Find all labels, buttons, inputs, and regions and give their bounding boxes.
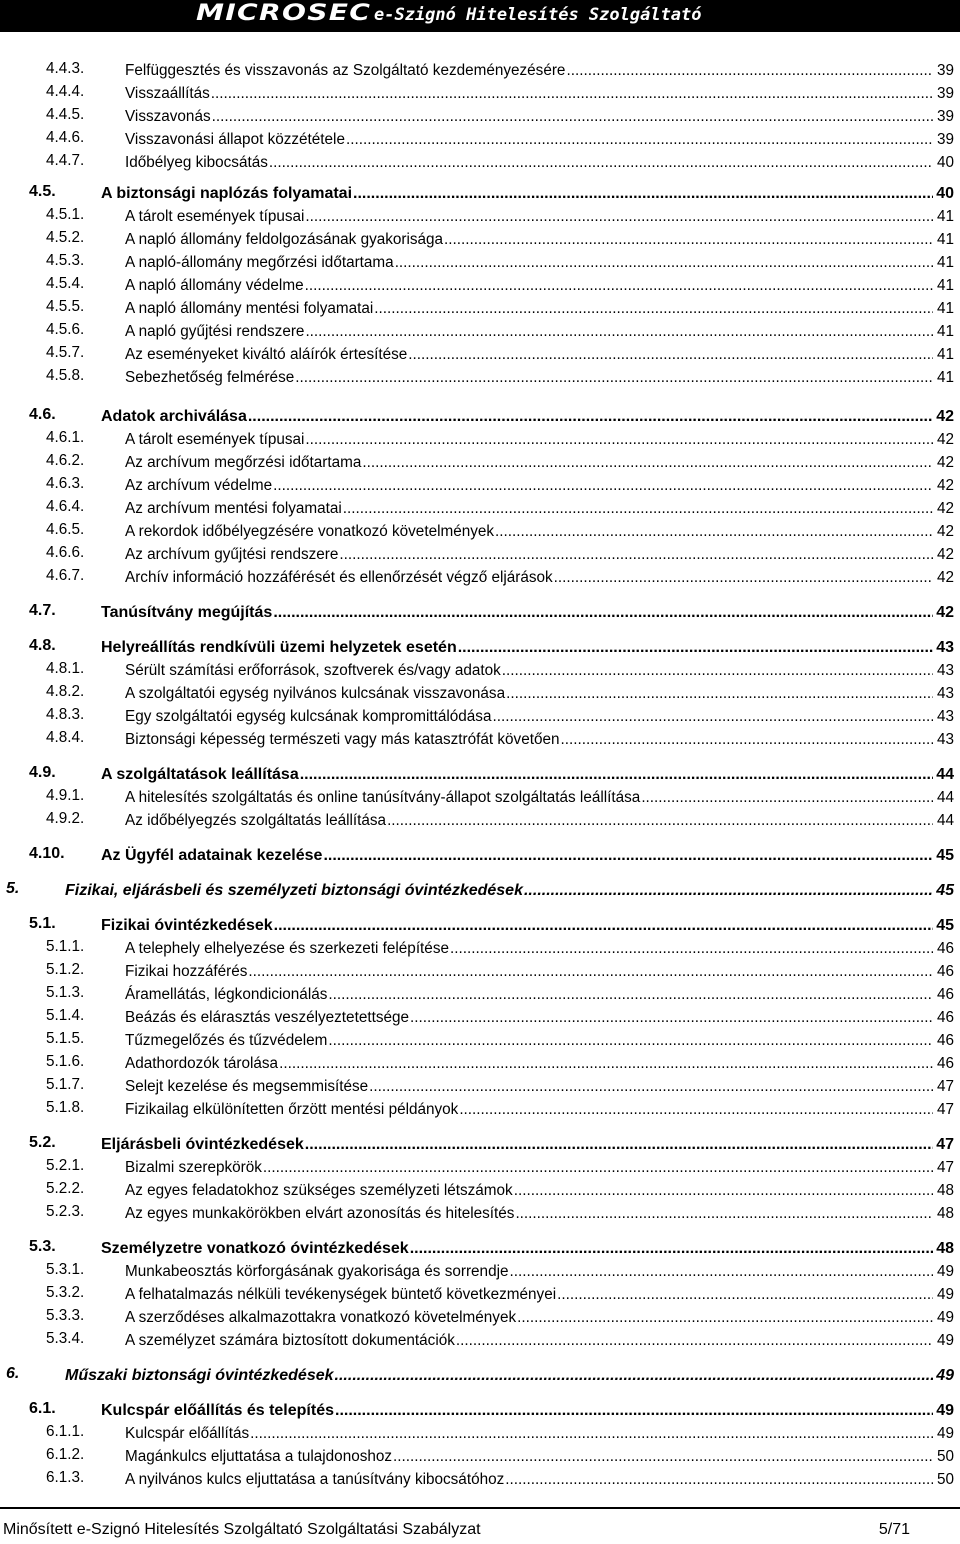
- toc-dot-leader: [554, 569, 933, 587]
- toc-entry[interactable]: [46, 1282, 954, 1304]
- toc-dot-leader: [408, 346, 933, 364]
- toc-entry-title: A telephely elhelyezése és szerkezeti felépítése: [125, 940, 449, 957]
- toc-entry-number: 5.3.3.: [46, 1307, 85, 1324]
- toc-entry[interactable]: [46, 150, 954, 172]
- toc-dot-leader: [458, 639, 933, 657]
- toc-dot-leader: [517, 1309, 933, 1327]
- toc-entry-page: 45: [936, 917, 954, 934]
- toc-entry[interactable]: [29, 1236, 954, 1258]
- toc-entry[interactable]: [29, 913, 954, 935]
- toc-entry-number: 5.3.1.: [46, 1261, 85, 1278]
- toc-entry-number: 5.1.1.: [46, 938, 85, 955]
- toc-entry-number: 4.8.1.: [46, 660, 85, 677]
- toc-entry-number: 5.1.6.: [46, 1053, 85, 1070]
- toc-entry[interactable]: [46, 342, 954, 364]
- toc-entry-title: Az időbélyegzés szolgáltatás leállítása: [125, 812, 387, 829]
- toc-dot-leader: [641, 789, 933, 807]
- toc-entry-page: 49: [936, 1425, 954, 1442]
- toc-entry[interactable]: [46, 250, 954, 272]
- toc-entry-number: 6.1.: [29, 1400, 56, 1417]
- toc-entry-title: A rekordok időbélyegzésére vonatkozó követelmények: [125, 523, 495, 540]
- toc-entry-number: 5.: [6, 880, 20, 897]
- toc-entry-number: 4.4.7.: [46, 152, 85, 169]
- toc-entry-title: A napló állomány feldolgozásának gyakorisága: [125, 231, 444, 248]
- toc-dot-leader: [346, 131, 933, 149]
- toc-dot-leader: [557, 1286, 933, 1304]
- toc-entry[interactable]: [29, 1398, 954, 1420]
- header-tagline: e-Szignó Hitelesítés Szolgáltató: [374, 5, 702, 25]
- toc-entry[interactable]: [46, 1074, 954, 1096]
- toc-dot-leader: [410, 1240, 933, 1258]
- toc-entry-page: 40: [936, 154, 954, 171]
- toc-entry-number: 4.5.: [29, 183, 56, 200]
- toc-dot-leader: [450, 940, 933, 958]
- microsec-logo: MICROSEC: [196, 1, 372, 26]
- toc-entry-page: 49: [936, 1402, 954, 1419]
- toc-entry-title: Műszaki biztonsági óvintézkedések: [65, 1367, 334, 1384]
- toc-entry[interactable]: [29, 1132, 954, 1154]
- toc-entry[interactable]: [46, 1097, 954, 1119]
- toc-entry-page: 41: [936, 231, 954, 248]
- toc-entry[interactable]: [46, 808, 954, 830]
- toc-entry-number: 4.5.3.: [46, 252, 85, 269]
- toc-entry-title: Sebezhetőség felmérése: [125, 369, 295, 386]
- toc-dot-leader: [335, 1367, 933, 1385]
- toc-entry-title: A felhatalmazás nélküli tevékenységek büntető következményei: [125, 1286, 557, 1303]
- toc-dot-leader: [305, 277, 933, 295]
- toc-dot-leader: [305, 1136, 933, 1154]
- toc-entry-title: A napló gyűjtési rendszere: [125, 323, 305, 340]
- toc-entry[interactable]: [46, 1201, 954, 1223]
- toc-entry[interactable]: [46, 982, 954, 1004]
- toc-entry-number: 6.: [6, 1365, 20, 1382]
- toc-entry-number: 4.9.: [29, 764, 56, 781]
- toc-entry-page: 39: [936, 131, 954, 148]
- toc-dot-leader: [492, 708, 933, 726]
- toc-dot-leader: [456, 1332, 933, 1350]
- toc-entry[interactable]: [6, 878, 954, 900]
- toc-dot-leader: [514, 1182, 933, 1200]
- footer-document-title: Minősített e-Szignó Hitelesítés Szolgáltató Szolgáltatási Szabályzat: [3, 1521, 481, 1538]
- footer-divider: [0, 1507, 960, 1509]
- toc-dot-leader: [263, 1159, 933, 1177]
- toc-entry[interactable]: [46, 658, 954, 680]
- toc-entry-title: Magánkulcs eljuttatása a tulajdonoshoz: [125, 1448, 393, 1465]
- toc-dot-leader: [353, 185, 933, 203]
- toc-dot-leader: [274, 917, 933, 935]
- toc-entry-page: 46: [936, 963, 954, 980]
- toc-entry-number: 5.2.2.: [46, 1180, 85, 1197]
- toc-entry[interactable]: [29, 843, 954, 865]
- toc-entry-page: 43: [936, 685, 954, 702]
- toc-entry-number: 4.8.4.: [46, 729, 85, 746]
- toc-entry[interactable]: [46, 81, 954, 103]
- toc-entry-number: 4.8.3.: [46, 706, 85, 723]
- toc-entry-title: A tárolt események típusai: [125, 431, 305, 448]
- toc-entry[interactable]: [46, 473, 954, 495]
- toc-entry[interactable]: [46, 1467, 954, 1489]
- toc-entry-title: Az archívum megőrzési időtartama: [125, 454, 362, 471]
- toc-entry-title: A szolgáltatói egység nyilvános kulcsának visszavonása: [125, 685, 506, 702]
- toc-entry-number: 4.6.2.: [46, 452, 85, 469]
- toc-entry[interactable]: [29, 600, 954, 622]
- toc-entry-page: 45: [936, 847, 954, 864]
- toc-entry-page: 44: [936, 766, 954, 783]
- toc-entry-title: A napló állomány mentési folyamatai: [125, 300, 374, 317]
- toc-entry-page: 44: [936, 812, 954, 829]
- toc-entry-page: 42: [936, 477, 954, 494]
- toc-entry-title: Tanúsítvány megújítás: [101, 604, 273, 621]
- toc-dot-leader: [459, 1101, 933, 1119]
- toc-entry-number: 4.6.: [29, 406, 56, 423]
- toc-entry[interactable]: [46, 1005, 954, 1027]
- toc-entry-number: 4.4.6.: [46, 129, 85, 146]
- toc-entry-page: 43: [936, 731, 954, 748]
- toc-dot-leader: [524, 882, 933, 900]
- toc-entry-page: 48: [936, 1205, 954, 1222]
- toc-entry[interactable]: [46, 565, 954, 587]
- toc-entry-number: 4.6.7.: [46, 567, 85, 584]
- toc-entry-page: 44: [936, 789, 954, 806]
- toc-entry-number: 5.3.2.: [46, 1284, 85, 1301]
- toc-entry-page: 39: [936, 62, 954, 79]
- toc-entry[interactable]: [46, 319, 954, 341]
- toc-dot-leader: [328, 1032, 933, 1050]
- toc-entry-page: 45: [936, 882, 954, 899]
- toc-dot-leader: [339, 546, 933, 564]
- toc-entry-title: Kulcspár előállítás és telepítés: [101, 1402, 334, 1419]
- toc-entry[interactable]: [46, 1178, 954, 1200]
- toc-entry-number: 5.3.: [29, 1238, 56, 1255]
- toc-entry[interactable]: [46, 496, 954, 518]
- toc-entry-page: 41: [936, 277, 954, 294]
- toc-dot-leader: [506, 685, 933, 703]
- toc-entry-title: Adatok archiválása: [101, 408, 247, 425]
- toc-entry-page: 43: [936, 708, 954, 725]
- toc-entry-number: 5.1.2.: [46, 961, 85, 978]
- toc-dot-leader: [269, 154, 933, 172]
- toc-entry-number: 4.5.6.: [46, 321, 85, 338]
- toc-dot-leader: [248, 408, 933, 426]
- toc-entry[interactable]: [46, 204, 954, 226]
- toc-entry-page: 41: [936, 208, 954, 225]
- toc-entry-number: 5.1.7.: [46, 1076, 85, 1093]
- toc-entry-title: Selejt kezelése és megsemmisítése: [125, 1078, 369, 1095]
- toc-dot-leader: [211, 85, 933, 103]
- toc-entry-title: Felfüggesztés és visszavonás az Szolgáltató kezdeményezésére: [125, 62, 566, 79]
- toc-entry-page: 41: [936, 300, 954, 317]
- toc-entry[interactable]: [46, 785, 954, 807]
- toc-entry-page: 49: [936, 1286, 954, 1303]
- toc-entry[interactable]: [6, 1363, 954, 1385]
- toc-entry-title: Eljárásbeli óvintézkedések: [101, 1136, 304, 1153]
- toc-entry-title: A biztonsági naplózás folyamatai: [101, 185, 353, 202]
- toc-entry-title: A tárolt események típusai: [125, 208, 305, 225]
- toc-entry-number: 5.1.4.: [46, 1007, 85, 1024]
- toc-entry-page: 42: [936, 408, 954, 425]
- toc-entry-page: 47: [936, 1136, 954, 1153]
- toc-entry-number: 4.6.4.: [46, 498, 85, 515]
- toc-dot-leader: [250, 1425, 933, 1443]
- toc-entry-number: 4.4.5.: [46, 106, 85, 123]
- toc-entry-number: 5.2.: [29, 1134, 56, 1151]
- toc-entry[interactable]: [46, 273, 954, 295]
- toc-entry-page: 41: [936, 254, 954, 271]
- toc-entry-page: 50: [936, 1448, 954, 1465]
- toc-entry-page: 46: [936, 1009, 954, 1026]
- toc-entry[interactable]: [46, 427, 954, 449]
- toc-entry-title: Az egyes munkakörökben elvárt azonosítás és hitelesítés: [125, 1205, 515, 1222]
- toc-entry[interactable]: [29, 635, 954, 657]
- toc-entry-title: Tűzmegelőzés és tűzvédelem: [125, 1032, 328, 1049]
- toc-entry-title: A hitelesítés szolgáltatás és online tanúsítvány-állapot szolgáltatás leállítása: [125, 789, 641, 806]
- toc-entry-page: 47: [936, 1078, 954, 1095]
- toc-dot-leader: [444, 231, 933, 249]
- toc-entry[interactable]: [46, 681, 954, 703]
- toc-entry-number: 5.2.3.: [46, 1203, 85, 1220]
- toc-entry-title: Visszaállítás: [125, 85, 210, 102]
- toc-dot-leader: [279, 1055, 933, 1073]
- toc-entry-number: 6.1.1.: [46, 1423, 85, 1440]
- toc-entry-title: Helyreállítás rendkívüli üzemi helyzetek esetén: [101, 639, 457, 656]
- toc-dot-leader: [560, 731, 933, 749]
- toc-entry-title: Fizikailag elkülönítetten őrzött mentési példányok: [125, 1101, 459, 1118]
- toc-entry-number: 6.1.3.: [46, 1469, 85, 1486]
- toc-entry-number: 5.2.1.: [46, 1157, 85, 1174]
- toc-entry-title: A nyilvános kulcs eljuttatása a tanúsítvány kibocsátóhoz: [125, 1471, 505, 1488]
- toc-entry-title: Fizikai hozzáférés: [125, 963, 248, 980]
- toc-entry-number: 4.8.2.: [46, 683, 85, 700]
- toc-entry-number: 4.6.5.: [46, 521, 85, 538]
- toc-entry-title: Fizikai, eljárásbeli és személyzeti biztonsági óvintézkedések: [65, 882, 523, 899]
- toc-entry-title: Adathordozók tárolása: [125, 1055, 279, 1072]
- toc-entry-title: Egy szolgáltatói egység kulcsának kompromittálódása: [125, 708, 492, 725]
- toc-entry-page: 42: [936, 523, 954, 540]
- toc-entry-page: 41: [936, 323, 954, 340]
- toc-entry-page: 43: [936, 662, 954, 679]
- toc-dot-leader: [273, 477, 933, 495]
- toc-entry-number: 5.3.4.: [46, 1330, 85, 1347]
- toc-dot-leader: [515, 1205, 933, 1223]
- toc-dot-leader: [505, 1471, 933, 1489]
- toc-dot-leader: [328, 986, 933, 1004]
- toc-dot-leader: [369, 1078, 933, 1096]
- toc-entry-number: 5.1.3.: [46, 984, 85, 1001]
- toc-dot-leader: [509, 1263, 933, 1281]
- toc-entry-title: Visszavonási állapot közzététele: [125, 131, 345, 148]
- toc-dot-leader: [295, 369, 933, 387]
- toc-entry-page: 42: [936, 569, 954, 586]
- toc-entry[interactable]: [46, 127, 954, 149]
- toc-entry-number: 4.10.: [29, 845, 65, 862]
- toc-entry[interactable]: [46, 1444, 954, 1466]
- toc-entry-title: Fizikai óvintézkedések: [101, 917, 273, 934]
- toc-entry-title: Beázás és elárasztás veszélyeztetettsége: [125, 1009, 409, 1026]
- toc-entry[interactable]: [46, 450, 954, 472]
- toc-entry-number: 4.5.1.: [46, 206, 85, 223]
- toc-entry-page: 46: [936, 1055, 954, 1072]
- toc-entry-number: 4.4.3.: [46, 60, 85, 77]
- toc-entry-page: 47: [936, 1101, 954, 1118]
- toc-entry-number: 4.9.2.: [46, 810, 85, 827]
- toc-entry[interactable]: [46, 1259, 954, 1281]
- toc-entry[interactable]: [46, 1328, 954, 1350]
- toc-entry-page: 50: [936, 1471, 954, 1488]
- toc-dot-leader: [273, 604, 933, 622]
- toc-entry[interactable]: [46, 58, 954, 80]
- toc-dot-leader: [502, 662, 933, 680]
- toc-dot-leader: [305, 323, 933, 341]
- toc-entry[interactable]: [46, 936, 954, 958]
- toc-dot-leader: [393, 1448, 933, 1466]
- toc-entry-title: A szerződéses alkalmazottakra vonatkozó követelmények: [125, 1309, 517, 1326]
- toc-entry[interactable]: [46, 542, 954, 564]
- toc-entry-page: 42: [936, 604, 954, 621]
- toc-entry[interactable]: [29, 762, 954, 784]
- toc-entry-page: 40: [936, 185, 954, 202]
- toc-dot-leader: [374, 300, 933, 318]
- toc-entry-number: 4.5.2.: [46, 229, 85, 246]
- toc-entry[interactable]: [29, 181, 954, 203]
- toc-dot-leader: [387, 812, 933, 830]
- toc-dot-leader: [566, 62, 933, 80]
- toc-entry-page: 42: [936, 500, 954, 517]
- toc-dot-leader: [410, 1009, 933, 1027]
- toc-entry-title: Munkabeosztás körforgásának gyakorisága és sorrendje: [125, 1263, 509, 1280]
- toc-entry-page: 46: [936, 986, 954, 1003]
- toc-entry-number: 5.1.8.: [46, 1099, 85, 1116]
- toc-entry-title: Áramellátás, légkondicionálás: [125, 986, 328, 1003]
- toc-entry-page: 42: [936, 546, 954, 563]
- toc-entry-number: 4.5.7.: [46, 344, 85, 361]
- toc-entry-title: Az eseményeket kiváltó aláírók értesítése: [125, 346, 408, 363]
- toc-entry[interactable]: [46, 1421, 954, 1443]
- toc-entry-page: 48: [936, 1240, 954, 1257]
- toc-dot-leader: [362, 454, 933, 472]
- toc-entry-number: 5.1.: [29, 915, 56, 932]
- toc-entry-page: 49: [936, 1367, 954, 1384]
- toc-entry[interactable]: [46, 959, 954, 981]
- toc-entry-title: Időbélyeg kibocsátás: [125, 154, 268, 171]
- toc-dot-leader: [305, 208, 933, 226]
- toc-entry-number: 4.5.4.: [46, 275, 85, 292]
- toc-entry[interactable]: [46, 519, 954, 541]
- toc-entry-title: Személyzetre vonatkozó óvintézkedések: [101, 1240, 409, 1257]
- toc-entry[interactable]: [46, 365, 954, 387]
- toc-entry-title: Az archívum mentési folyamatai: [125, 500, 342, 517]
- toc-entry[interactable]: [46, 1305, 954, 1327]
- toc-entry[interactable]: [46, 104, 954, 126]
- toc-entry[interactable]: [46, 1028, 954, 1050]
- toc-entry-title: Kulcspár előállítás: [125, 1425, 250, 1442]
- toc-entry[interactable]: [29, 404, 954, 426]
- toc-entry-page: 41: [936, 346, 954, 363]
- toc-entry-page: 48: [936, 1182, 954, 1199]
- toc-entry-page: 41: [936, 369, 954, 386]
- toc-entry-title: Biztonsági képesség természeti vagy más katasztrófát követően: [125, 731, 560, 748]
- toc-entry[interactable]: [46, 1051, 954, 1073]
- toc-entry-number: 4.6.6.: [46, 544, 85, 561]
- toc-entry-title: Az egyes feladatokhoz szükséges személyzeti létszámok: [125, 1182, 513, 1199]
- toc-dot-leader: [395, 254, 933, 272]
- toc-entry-page: 39: [936, 85, 954, 102]
- toc-entry-number: 4.6.3.: [46, 475, 85, 492]
- toc-entry-title: Archív információ hozzáférését és ellenőrzését végző eljárások: [125, 569, 553, 586]
- toc-entry[interactable]: [46, 296, 954, 318]
- toc-entry-page: 39: [936, 108, 954, 125]
- toc-entry-number: 4.9.1.: [46, 787, 85, 804]
- toc-dot-leader: [343, 500, 933, 518]
- toc-entry-number: 6.1.2.: [46, 1446, 85, 1463]
- toc-dot-leader: [323, 847, 933, 865]
- toc-dot-leader: [248, 963, 933, 981]
- toc-entry-title: Visszavonás: [125, 108, 211, 125]
- toc-entry-number: 4.8.: [29, 637, 56, 654]
- toc-entry[interactable]: [46, 704, 954, 726]
- toc-entry-number: 4.4.4.: [46, 83, 85, 100]
- toc-entry-page: 42: [936, 454, 954, 471]
- toc-entry-number: 4.5.5.: [46, 298, 85, 315]
- toc-entry[interactable]: [46, 227, 954, 249]
- toc-entry-title: Az archívum gyűjtési rendszere: [125, 546, 339, 563]
- toc-entry[interactable]: [46, 1155, 954, 1177]
- toc-entry-page: 46: [936, 940, 954, 957]
- toc-entry-title: Sérült számítási erőforrások, szoftverek és/vagy adatok: [125, 662, 501, 679]
- toc-entry-page: 42: [936, 431, 954, 448]
- toc-entry[interactable]: [46, 727, 954, 749]
- toc-entry-title: Bizalmi szerepkörök: [125, 1159, 262, 1176]
- toc-dot-leader: [300, 766, 933, 784]
- toc-entry-number: 5.1.5.: [46, 1030, 85, 1047]
- toc-dot-leader: [212, 108, 933, 126]
- toc-entry-page: 49: [936, 1309, 954, 1326]
- toc-dot-leader: [305, 431, 933, 449]
- toc-dot-leader: [335, 1402, 933, 1420]
- toc-entry-page: 43: [936, 639, 954, 656]
- toc-entry-page: 49: [936, 1263, 954, 1280]
- toc-entry-title: A napló-állomány megőrzési időtartama: [125, 254, 394, 271]
- toc-entry-number: 4.7.: [29, 602, 56, 619]
- toc-entry-page: 46: [936, 1032, 954, 1049]
- toc-entry-title: A napló állomány védelme: [125, 277, 304, 294]
- toc-entry-page: 49: [936, 1332, 954, 1349]
- footer-page-number: 5/71: [878, 1521, 910, 1538]
- toc-dot-leader: [495, 523, 933, 541]
- toc-entry-page: 47: [936, 1159, 954, 1176]
- toc-entry-number: 4.6.1.: [46, 429, 85, 446]
- toc-entry-title: A szolgáltatások leállítása: [101, 766, 299, 783]
- toc-entry-title: Az Ügyfél adatainak kezelése: [101, 847, 323, 864]
- toc-entry-title: Az archívum védelme: [125, 477, 273, 494]
- toc-entry-title: A személyzet számára biztosított dokumentációk: [125, 1332, 455, 1349]
- toc-entry-number: 4.5.8.: [46, 367, 85, 384]
